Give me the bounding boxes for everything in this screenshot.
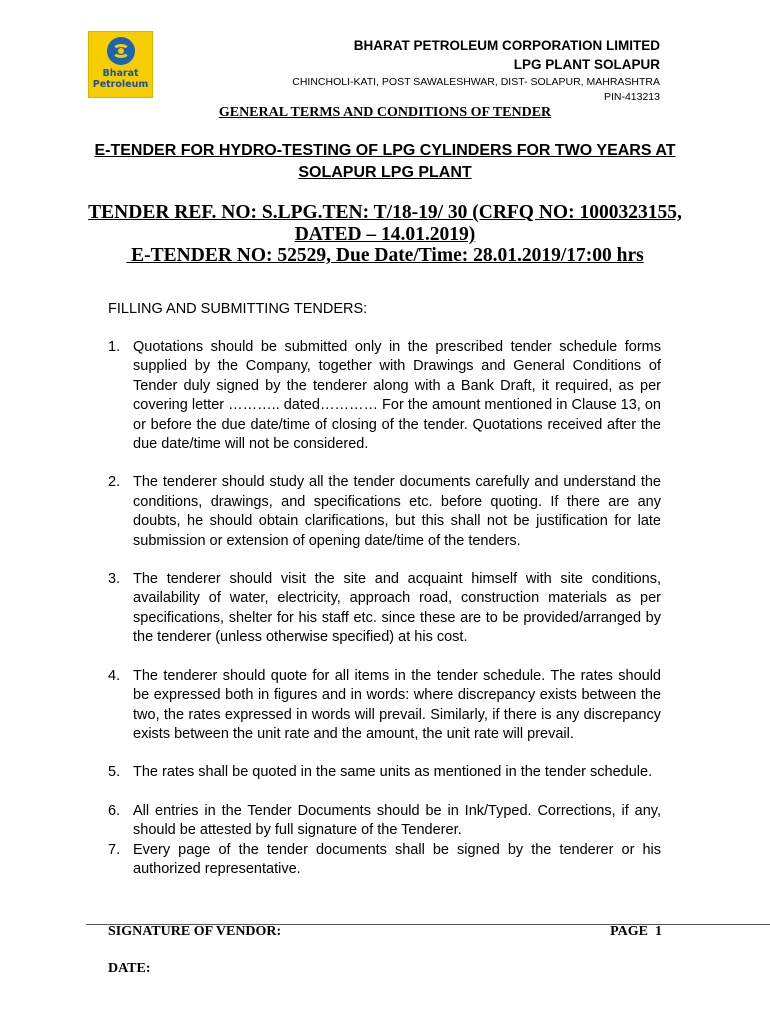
tender-ref-line3: E-TENDER NO: 52529, Due Date/Time: 28.01.2019/17:00 hrs bbox=[126, 245, 644, 266]
logo-text-line1: Bharat bbox=[102, 68, 139, 79]
item-number: 3. bbox=[108, 571, 121, 588]
item-text: The tenderer should quote for all items in the tender schedule. The rates should be expressed both in figures and in words: where discrepancy exists between the two, the rates expressed in words will prevail. Similarly, if there is any discrepancy exists between the unit rate and the amount, the unit rate will prevail. bbox=[133, 667, 661, 742]
company-name: BHARAT PETROLEUM CORPORATION LIMITED bbox=[353, 38, 660, 53]
item-text: The rates shall be quoted in the same units as mentioned in the tender schedule. bbox=[133, 764, 653, 781]
plant-pin: PIN-413213 bbox=[603, 91, 660, 103]
item-number: 1. bbox=[108, 339, 121, 355]
logo-text-line2: Petroleum bbox=[92, 79, 149, 90]
etender-title-line2: SOLAPUR LPG PLANT bbox=[298, 164, 472, 181]
date-label: DATE: bbox=[108, 961, 151, 976]
list-item bbox=[108, 338, 661, 454]
etender-title-line1: E-TENDER FOR HYDRO-TESTING OF LPG CYLINDERS FOR TWO YEARS AT bbox=[94, 142, 676, 159]
list-item bbox=[108, 473, 661, 551]
terms-list bbox=[108, 338, 661, 879]
item-text: Quotations should be submitted only in the prescribed tender schedule forms supplied by the Company, together with Drawings and General Conditions of Tender duly signed by the tenderer along with a Bank Draft, it required, as per covering letter ……….. dated………… For the amount mentioned in Clause 13, on or before the due date/time of closing of the tender. Quotations received after the due date/time will not be considered. bbox=[133, 339, 661, 453]
item-text: Every page of the tender documents shall be signed by the tenderer or his authorized representative. bbox=[133, 841, 661, 877]
list-item bbox=[108, 667, 661, 745]
item-number: 7. bbox=[108, 841, 121, 858]
item-text: The tenderer should study all the tender documents carefully and understand the conditions, drawings, and specifications etc. before quoting. If there are any doubts, he should obtain clarifications, but this shall not be justification for late submission or extension of opening date/time of the tenders. bbox=[133, 474, 661, 549]
general-terms-heading: GENERAL TERMS AND CONDITIONS OF TENDER bbox=[218, 105, 552, 120]
tender-ref-line1: TENDER REF. NO: S.LPG.TEN: T/18-19/ 30 (CRFQ NO: 1000323155, bbox=[88, 202, 682, 223]
list-item bbox=[108, 841, 661, 880]
list-item bbox=[108, 763, 661, 782]
signature-label: SIGNATURE OF VENDOR: bbox=[108, 924, 282, 939]
page-number: PAGE 1 bbox=[610, 924, 662, 939]
item-text: All entries in the Tender Documents should be in Ink/Typed. Corrections, if any, should be attested by full signature of the Tenderer. bbox=[133, 802, 661, 839]
item-number: 6. bbox=[108, 802, 121, 819]
section-heading: FILLING AND SUBMITTING TENDERS: bbox=[108, 301, 368, 317]
item-number: 5. bbox=[108, 764, 121, 781]
logo-emblem-icon bbox=[107, 37, 135, 65]
list-item bbox=[108, 570, 661, 648]
item-number: 4. bbox=[108, 667, 121, 684]
item-number: 2. bbox=[108, 474, 121, 491]
list-item bbox=[108, 802, 661, 841]
bharat-petroleum-logo bbox=[88, 31, 153, 98]
tender-ref-line2: DATED – 14.01.2019) bbox=[294, 224, 476, 245]
item-text: The tenderer should visit the site and acquaint himself with site conditions, availability of water, electricity, approach road, construction materials as per specifications, shelter for his staff etc. since these are to be provided/arranged by the tenderer (unless otherwise specified) at his cost. bbox=[133, 571, 661, 646]
plant-name: LPG PLANT SOLAPUR bbox=[513, 57, 660, 72]
plant-address: CHINCHOLI-KATI, POST SAWALESHWAR, DIST- SOLAPUR, MAHRASHTRA bbox=[292, 76, 660, 88]
